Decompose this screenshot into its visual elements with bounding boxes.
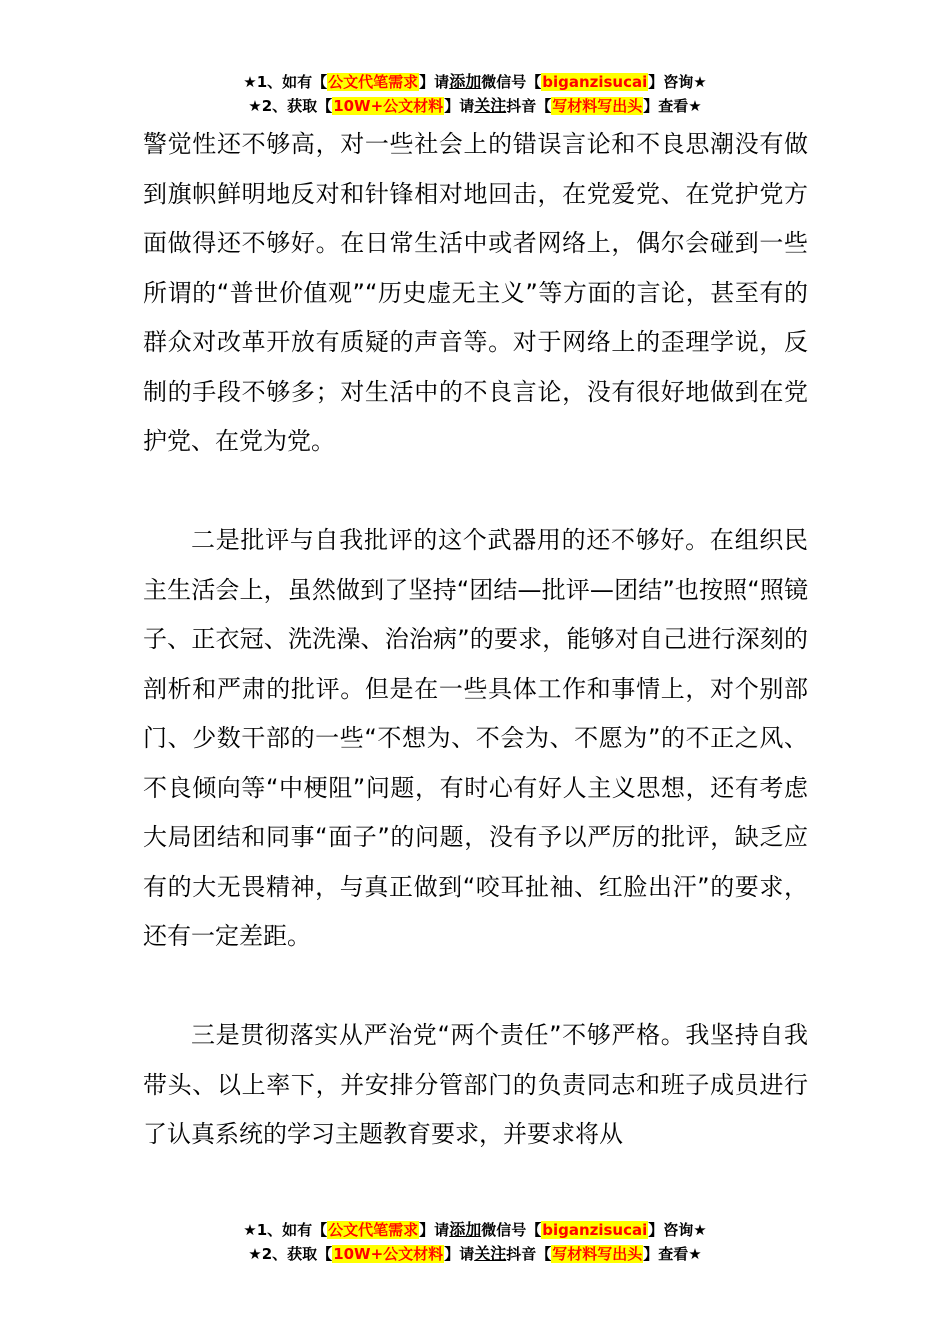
banner-line-2: ★2、获取【10W+公文材料】请关注抖音【写材料写出头】查看★ xyxy=(248,96,702,115)
underlined-follow: 关注 xyxy=(474,96,507,115)
paragraph-spacer xyxy=(143,467,808,517)
header-banner xyxy=(0,70,950,118)
highlight-service: 公文代笔需求 xyxy=(328,73,419,91)
banner-line-1: ★1、如有【公文代笔需求】请添加微信号【biganzisucai】咨询★ xyxy=(243,1220,707,1239)
highlight-douyin: 写材料写出头 xyxy=(552,97,643,115)
highlight-wechat-id: biganzisucai xyxy=(542,1221,648,1239)
footer-banner xyxy=(0,1218,950,1266)
body-paragraph-1: 警觉性还不够高，对一些社会上的错误言论和不良思潮没有做到旗帜鲜明地反对和针锋相对地回击，在党爱党、在党护党方面做得还不够好。在日常生活中或者网络上，偶尔会碰到一些所谓的“普世价值观”“历史虚无主义”等方面的言论，甚至有的群众对改革开放有质疑的声音等。对于网络上的歪理学说，反制的手段不够多；对生活中的不良言论，没有很好地做到在党护党、在党为党。 xyxy=(143,130,808,455)
highlight-wechat-id: biganzisucai xyxy=(542,73,648,91)
highlight-douyin: 写材料写出头 xyxy=(552,1245,643,1263)
underlined-add: 添加 xyxy=(449,72,482,91)
document-body xyxy=(143,120,808,1160)
body-paragraph-2: 二是批评与自我批评的这个武器用的还不够好。在组织民主生活会上，虽然做到了坚持“团结—批评—团结”也按照“照镜子、正衣冠、洗洗澡、治治病”的要求，能够对自己进行深刻的剖析和严肃的批评。但是在一些具体工作和事情上，对个别部门、少数干部的一些“不想为、不会为、不愿为”的不正之风、不良倾向等“中梗阻”问题，有时心有好人主义思想，还有考虑大局团结和同事“面子”的问题，没有予以严厉的批评，缺乏应有的大无畏精神，与真正做到“咬耳扯袖、红脸出汗”的要求，还有一定差距。 xyxy=(143,526,808,950)
underlined-add: 添加 xyxy=(449,1220,482,1239)
paragraph-spacer xyxy=(143,962,808,1012)
body-paragraph-3: 三是贯彻落实从严治党“两个责任”不够严格。我坚持自我带头、以上率下，并安排分管部门的负责同志和班子成员进行了认真系统的学习主题教育要求，并要求将从 xyxy=(143,1021,808,1148)
banner-line-2: ★2、获取【10W+公文材料】请关注抖音【写材料写出头】查看★ xyxy=(248,1244,702,1263)
underlined-follow: 关注 xyxy=(474,1244,507,1263)
banner-line-1: ★1、如有【公文代笔需求】请添加微信号【biganzisucai】咨询★ xyxy=(243,72,707,91)
highlight-materials: 10W+公文材料 xyxy=(333,97,444,115)
highlight-service: 公文代笔需求 xyxy=(328,1221,419,1239)
highlight-materials: 10W+公文材料 xyxy=(333,1245,444,1263)
